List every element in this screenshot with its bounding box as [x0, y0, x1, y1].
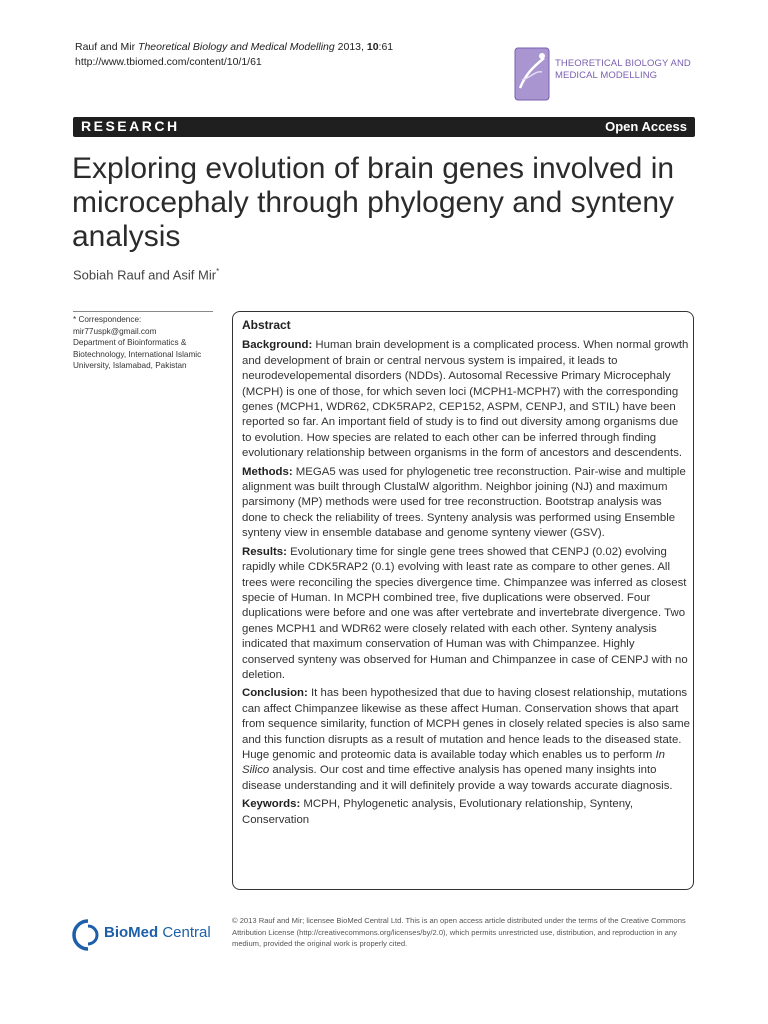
journal-logo-text	[555, 58, 691, 82]
correspondence-affiliation: Department of Bioinformatics & Biotechnology, International Islamic University, Islamabad, Pakistan	[73, 338, 202, 370]
citation-authors: Rauf and Mir	[75, 41, 136, 53]
author-list	[73, 267, 219, 282]
corresponding-author-marker: *	[216, 267, 220, 276]
journal-logo-line1: THEORETICAL BIOLOGY AND	[555, 58, 691, 69]
keywords-label: Keywords:	[242, 798, 301, 811]
article-url[interactable]: http://www.tbiomed.com/content/10/1/61	[75, 56, 262, 68]
citation-volume: 10	[366, 41, 379, 53]
citation-header	[75, 40, 393, 70]
publisher-name-regular: Central	[162, 924, 211, 941]
abstract-conclusion	[242, 686, 690, 794]
correspondence-email[interactable]: mir77uspk@gmail.com	[73, 326, 157, 336]
correspondence-block	[73, 314, 221, 372]
methods-text: MEGA5 was used for phylogenetic tree reconstruction. Pair-wise and multiple alignment was built through ClustalW algorithm. Neighbor joining (NJ) and maximum parsimony (MP) methods were used for tree reconstruction. Bootstrap analysis was done to check the reliability of trees. Synteny analysis was performed using Ensemble synteny view in ensemble database and genome synteny viewer (GSV).	[242, 465, 686, 540]
abstract-heading: Abstract	[242, 318, 291, 332]
abstract-box	[232, 311, 694, 890]
abstract-methods	[242, 465, 690, 542]
correspondence-divider	[73, 311, 213, 312]
publisher-name	[104, 924, 211, 941]
abstract-keywords	[242, 797, 690, 828]
keywords-text: MCPH, Phylogenetic analysis, Evolutionary relationship, Synteny, Conservation	[242, 798, 634, 826]
conclusion-label: Conclusion:	[242, 687, 308, 700]
article-type-label: RESEARCH	[81, 118, 180, 134]
abstract-background	[242, 338, 690, 461]
section-bar	[73, 117, 695, 137]
methods-label: Methods:	[242, 465, 293, 478]
open-access-badge: Open Access	[605, 119, 687, 134]
abstract-results	[242, 545, 690, 684]
citation-year: 2013,	[337, 41, 364, 53]
citation-line	[75, 40, 393, 55]
results-label: Results:	[242, 545, 287, 558]
author-names: Sobiah Rauf and Asif Mir	[73, 267, 217, 283]
journal-logo-line2: MEDICAL MODELLING	[555, 70, 658, 81]
correspondence-label: * Correspondence:	[73, 315, 142, 324]
license-statement: © 2013 Rauf and Mir; licensee BioMed Central Ltd. This is an open access article distributed under the terms of the Creative Commons Attribution License (http://creativecommons.org/licenses/by/2.0), which permits unrestricted use, distribution, and reproduction in any medium, provided the original work is properly cited.	[232, 916, 686, 948]
conclusion-text-after: analysis. Our cost and time effective analysis has opened many insights into disease understanding and it will definitely provide a way towards accurate diagnosis.	[242, 764, 673, 792]
article-title: Exploring evolution of brain genes involved in microcephaly through phylogeny and synteny analysis	[72, 152, 675, 253]
background-label: Background:	[242, 339, 313, 352]
abstract-content	[242, 318, 690, 831]
journal-name: Theoretical Biology and Medical Modelling	[138, 41, 335, 53]
publisher-name-bold: BioMed	[104, 924, 159, 941]
conclusion-italic-term: In Silico	[242, 748, 665, 777]
citation-article-number: :61	[378, 41, 394, 53]
conclusion-text-before: It has been hypothesized that due to having closest relationship, mutations can affect Chimpanzee likewise as these affect Human. Conservation shows that apart from sequence similarity, function of MCPH genes in closely related species is also same and this function disrupts as a result of mutation and hence leads to the diseased state. Huge genomic and proteomic data is available today which enables us to perform	[242, 687, 691, 761]
background-text: Human brain development is a complicated process. When normal growth and development of brain or central nervous system is impaired, it leads to neurodevelopemental disorders (NDDs). Autosomal Recessive Primary Microcephaly (MCPH) is one of those, for which seven loci (MCPH1-MCPH7) with the corresponding genes (MCPH1, WDR62, CDK5RAP2, CEP152, ASPM, CENPJ, and STIL) have been reported so far. An important field of study is to find out diversity among organisms due to evolution. How species are related to each other can be inferred through finding evolutionary relationship between organisms in the form of ancestors and descendents.	[242, 339, 689, 460]
results-text: Evolutionary time for single gene trees showed that CENPJ (0.02) evolving rapidly while CDK5RAP2 (0.1) evolving with least rate as compare to other genes. All trees were reconciling the species divergence time. Chimpanzee was inferred as closest specie of Human. In MCPH combined tree, five duplications were observed. Four duplications were before and one was after vertebrate and invertebrate divergence. Two genes MCPH1 and WDR62 were closely related with each other. Synteny analysis indicated that maximum conservation of Human was with Chimpanzee. Highly conserved synteny was observed for Human and Chimpanzee in case of CENPJ with no deletion.	[242, 545, 688, 681]
